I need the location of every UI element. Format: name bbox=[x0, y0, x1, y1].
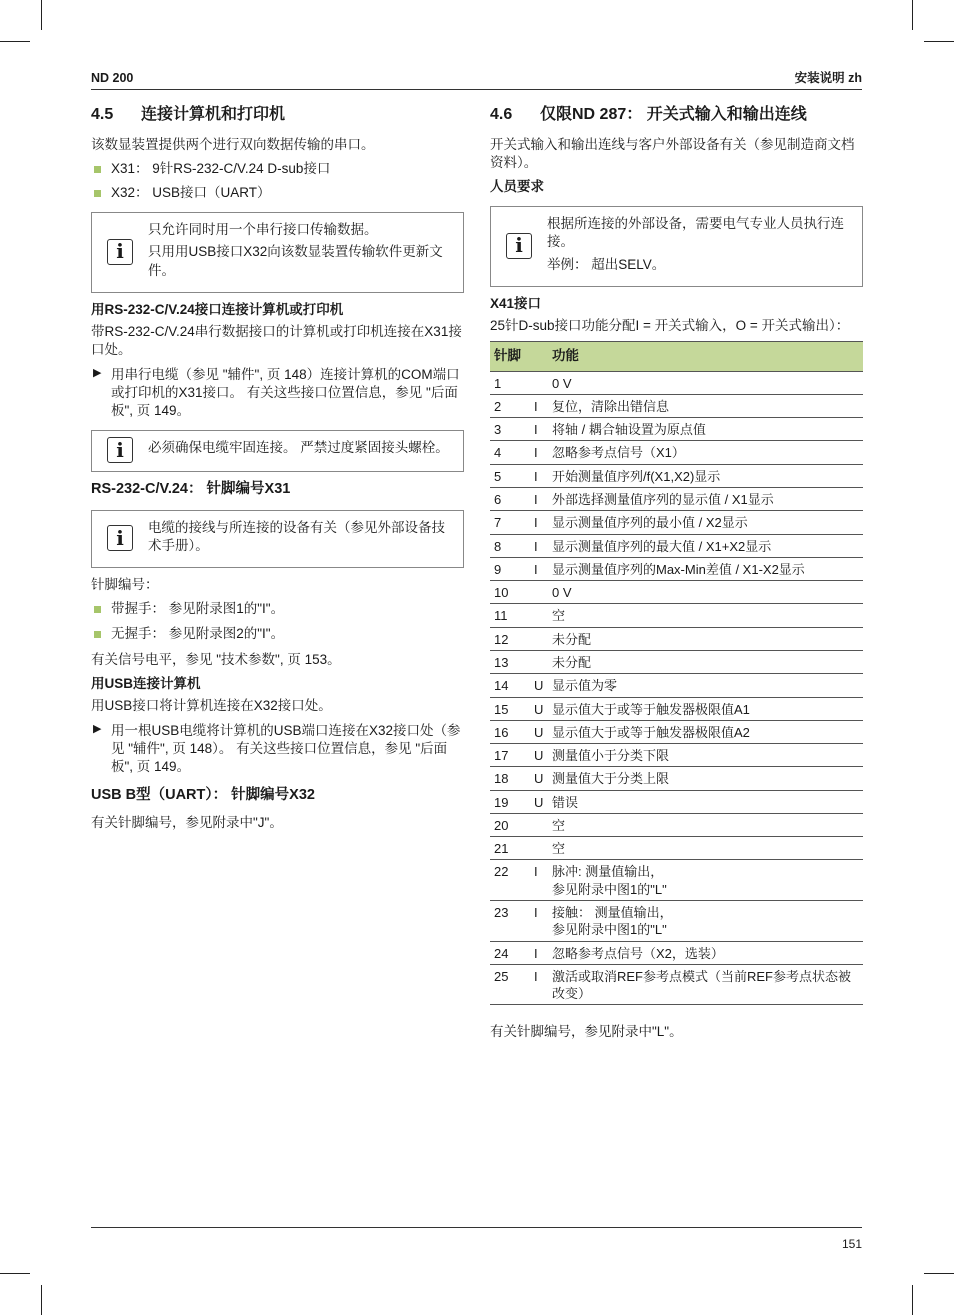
info-icon: i bbox=[491, 213, 547, 278]
table-row bbox=[490, 581, 863, 604]
table-row bbox=[490, 837, 863, 860]
crop-mark bbox=[0, 41, 30, 42]
right-column bbox=[490, 104, 863, 1048]
pin-list bbox=[91, 600, 464, 642]
function-cell: 脉冲: 测量值输出， 参见附录中图1的"L" bbox=[548, 860, 863, 901]
io-cell: I bbox=[530, 534, 548, 557]
section-title: 仅限ND 287： 开关式输入和输出连线 bbox=[540, 106, 807, 123]
pin-cell: 22 bbox=[490, 860, 530, 901]
function-cell: 未分配 bbox=[548, 650, 863, 673]
step-arrow-icon: ▶ bbox=[93, 722, 102, 735]
io-cell: U bbox=[530, 767, 548, 790]
crop-mark bbox=[912, 0, 913, 30]
table-row bbox=[490, 860, 863, 901]
pin-cell: 20 bbox=[490, 813, 530, 836]
pin-cell: 9 bbox=[490, 557, 530, 580]
io-cell: I bbox=[530, 487, 548, 510]
section-heading-4-5 bbox=[91, 104, 464, 126]
crop-mark bbox=[41, 0, 42, 30]
note-text: 电缆的接线与所连接的设备有关（参见外部设备技术手册）。 bbox=[148, 519, 445, 553]
body-text: 有关针脚编号，参见附录中"J"。 bbox=[91, 814, 283, 830]
pin-cell: 16 bbox=[490, 720, 530, 743]
function-cell: 0 V bbox=[548, 371, 863, 394]
function-cell: 空 bbox=[548, 604, 863, 627]
page-number: 151 bbox=[841, 1237, 862, 1251]
crop-mark bbox=[912, 1285, 913, 1315]
function-cell: 显示测量值序列的Max-Min差值 / X1-X2显示 bbox=[548, 557, 863, 580]
body-text: 有关针脚编号，参见附录中"L"。 bbox=[490, 1024, 683, 1040]
function-cell: 显示值大于或等于触发器极限值A1 bbox=[548, 697, 863, 720]
io-cell: I bbox=[530, 441, 548, 464]
table-row bbox=[490, 394, 863, 417]
subsection-title: USB B型（UART）： 针脚编号X32 bbox=[91, 787, 315, 804]
crop-mark bbox=[41, 1285, 42, 1315]
note-text: 只用用USB接口X32向该数显装置传输软件更新文件。 bbox=[148, 244, 443, 278]
function-cell: 外部选择测量值序列的显示值 / X1显示 bbox=[548, 487, 863, 510]
instruction-step bbox=[91, 722, 464, 777]
step-arrow-icon: ▶ bbox=[93, 366, 102, 379]
table-row bbox=[490, 627, 863, 650]
function-cell: 显示值为零 bbox=[548, 674, 863, 697]
table-row bbox=[490, 557, 863, 580]
io-cell: I bbox=[530, 418, 548, 441]
pin-cell: 3 bbox=[490, 418, 530, 441]
pin-cell: 13 bbox=[490, 650, 530, 673]
info-note bbox=[91, 510, 464, 568]
function-cell: 将轴 / 耦合轴设置为原点值 bbox=[548, 418, 863, 441]
table-row bbox=[490, 464, 863, 487]
function-cell: 显示测量值序列的最小值 / X2显示 bbox=[548, 511, 863, 534]
subsection-title: 用RS-232-C/V.24接口连接计算机或打印机 bbox=[91, 301, 344, 317]
function-cell: 显示测量值序列的最大值 / X1+X2显示 bbox=[548, 534, 863, 557]
header-product: ND 200 bbox=[91, 71, 134, 85]
body-text: 25针D-sub接口功能分配I = 开关式输入，O = 开关式输出）： bbox=[490, 318, 850, 334]
function-cell: 复位，清除出错信息 bbox=[548, 394, 863, 417]
pin-cell: 8 bbox=[490, 534, 530, 557]
function-cell: 激活或取消REF参考点模式（当前REF参考点状态被改变） bbox=[548, 964, 863, 1005]
crop-mark bbox=[924, 1273, 954, 1274]
io-cell: I bbox=[530, 511, 548, 534]
step-text: 用串行电缆（参见 "辅件", 页 148）连接计算机的COM端口或打印机的X31接口。 有关这些接口位置信息，参见 "后面板", 页 149。 bbox=[111, 366, 460, 418]
function-cell: 未分配 bbox=[548, 627, 863, 650]
info-icon: i bbox=[92, 437, 148, 463]
table-row bbox=[490, 901, 863, 942]
pin-cell: 24 bbox=[490, 941, 530, 964]
pin-cell: 5 bbox=[490, 464, 530, 487]
function-cell: 空 bbox=[548, 813, 863, 836]
section-number: 4.6 bbox=[490, 106, 513, 123]
instruction-step bbox=[91, 366, 464, 421]
pin-assignment-table bbox=[490, 341, 863, 1005]
pin-cell: 10 bbox=[490, 581, 530, 604]
body-text: 有关信号电平，参见 "技术参数", 页 153。 bbox=[91, 651, 341, 667]
subsection-title: X41接口 bbox=[490, 295, 542, 311]
table-row bbox=[490, 371, 863, 394]
note-text: 举例： 超出SELV。 bbox=[547, 256, 666, 272]
io-cell: I bbox=[530, 964, 548, 1005]
column-header-pin: 针脚 bbox=[490, 342, 548, 371]
page-footer bbox=[91, 1227, 862, 1251]
function-cell: 忽略参考点信号（X2，选装） bbox=[548, 941, 863, 964]
table-row bbox=[490, 720, 863, 743]
intro-text: 该数显装置提供两个进行双向数据传输的串口。 bbox=[91, 136, 375, 152]
function-cell: 0 V bbox=[548, 581, 863, 604]
list-item: X32： USB接口（UART） bbox=[91, 184, 464, 202]
subsection-title: 人员要求 bbox=[490, 179, 544, 195]
info-icon: i bbox=[92, 517, 148, 559]
pin-cell: 14 bbox=[490, 674, 530, 697]
io-cell bbox=[530, 813, 548, 836]
io-cell: I bbox=[530, 557, 548, 580]
header-doc-title: 安装说明 zh bbox=[794, 71, 862, 85]
io-cell bbox=[530, 837, 548, 860]
table-header-row bbox=[490, 342, 863, 371]
pin-cell: 19 bbox=[490, 790, 530, 813]
pin-cell: 7 bbox=[490, 511, 530, 534]
body-text: 用USB接口将计算机连接在X32接口处。 bbox=[91, 698, 332, 714]
table-row bbox=[490, 744, 863, 767]
pin-cell: 15 bbox=[490, 697, 530, 720]
pin-cell: 2 bbox=[490, 394, 530, 417]
io-cell: I bbox=[530, 394, 548, 417]
pin-cell: 21 bbox=[490, 837, 530, 860]
body-text: 针脚编号： bbox=[91, 577, 159, 593]
table-row bbox=[490, 487, 863, 510]
table-row bbox=[490, 604, 863, 627]
io-cell bbox=[530, 604, 548, 627]
info-note bbox=[91, 212, 464, 293]
interface-list bbox=[91, 160, 464, 202]
io-cell: U bbox=[530, 720, 548, 743]
table-row bbox=[490, 767, 863, 790]
table-row bbox=[490, 697, 863, 720]
table-row bbox=[490, 813, 863, 836]
io-cell: I bbox=[530, 860, 548, 901]
pin-cell: 17 bbox=[490, 744, 530, 767]
table-row bbox=[490, 534, 863, 557]
io-cell bbox=[530, 627, 548, 650]
info-note bbox=[91, 430, 464, 472]
crop-mark bbox=[924, 41, 954, 42]
table-row bbox=[490, 441, 863, 464]
table-row bbox=[490, 418, 863, 441]
subsection-title: RS-232-C/V.24： 针脚编号X31 bbox=[91, 481, 291, 498]
note-text: 根据所连接的外部设备，需要电气专业人员执行连接。 bbox=[547, 216, 844, 250]
io-cell: I bbox=[530, 941, 548, 964]
io-cell: U bbox=[530, 697, 548, 720]
subsection-title: 用USB连接计算机 bbox=[91, 676, 201, 692]
section-number: 4.5 bbox=[91, 106, 114, 123]
io-cell: U bbox=[530, 744, 548, 767]
function-cell: 空 bbox=[548, 837, 863, 860]
info-icon: i bbox=[92, 219, 148, 284]
intro-text: 开关式输入和输出连线与客户外部设备有关（参见制造商文档资料）。 bbox=[490, 136, 855, 170]
table-row bbox=[490, 941, 863, 964]
function-cell: 忽略参考点信号（X1） bbox=[548, 441, 863, 464]
function-cell: 测量值小于分类下限 bbox=[548, 744, 863, 767]
pin-cell: 1 bbox=[490, 371, 530, 394]
function-cell: 开始测量值序列/f(X1,X2)显示 bbox=[548, 464, 863, 487]
io-cell bbox=[530, 581, 548, 604]
note-text: 必须确保电缆牢固连接。 严禁过度紧固接头螺栓。 bbox=[148, 440, 449, 456]
body-text: 带RS-232-C/V.24串行数据接口的计算机或打印机连接在X31接口处。 bbox=[91, 324, 462, 358]
note-text: 只允许同时用一个串行接口传输数据。 bbox=[148, 222, 378, 238]
pin-cell: 23 bbox=[490, 901, 530, 942]
list-item: 无握手： 参见附录图2的"I"。 bbox=[91, 625, 464, 643]
table-row bbox=[490, 650, 863, 673]
table-row bbox=[490, 674, 863, 697]
pin-cell: 25 bbox=[490, 964, 530, 1005]
function-cell: 测量值大于分类上限 bbox=[548, 767, 863, 790]
table-row bbox=[490, 511, 863, 534]
page-header bbox=[91, 68, 862, 90]
table-row bbox=[490, 964, 863, 1005]
table-row bbox=[490, 790, 863, 813]
left-column bbox=[91, 104, 464, 838]
io-cell: I bbox=[530, 464, 548, 487]
io-cell bbox=[530, 371, 548, 394]
pin-cell: 12 bbox=[490, 627, 530, 650]
pin-cell: 11 bbox=[490, 604, 530, 627]
io-cell: I bbox=[530, 901, 548, 942]
crop-mark bbox=[0, 1273, 30, 1274]
column-header-function: 功能 bbox=[548, 342, 863, 371]
section-heading-4-6 bbox=[490, 104, 863, 126]
function-cell: 显示值大于或等于触发器极限值A2 bbox=[548, 720, 863, 743]
list-item: X31： 9针RS-232-C/V.24 D-sub接口 bbox=[91, 160, 464, 178]
io-cell: U bbox=[530, 674, 548, 697]
io-cell bbox=[530, 650, 548, 673]
info-note bbox=[490, 206, 863, 287]
function-cell: 接触： 测量值输出， 参见附录中图1的"L" bbox=[548, 901, 863, 942]
list-item: 带握手： 参见附录图1的"I"。 bbox=[91, 600, 464, 618]
step-text: 用一根USB电缆将计算机的USB端口连接在X32接口处（参见 "辅件", 页 148）。 有关这些接口位置信息，参见 "后面板", 页 149。 bbox=[111, 722, 461, 774]
pin-cell: 18 bbox=[490, 767, 530, 790]
function-cell: 错误 bbox=[548, 790, 863, 813]
pin-cell: 4 bbox=[490, 441, 530, 464]
pin-cell: 6 bbox=[490, 487, 530, 510]
io-cell: U bbox=[530, 790, 548, 813]
section-title: 连接计算机和打印机 bbox=[141, 106, 286, 123]
